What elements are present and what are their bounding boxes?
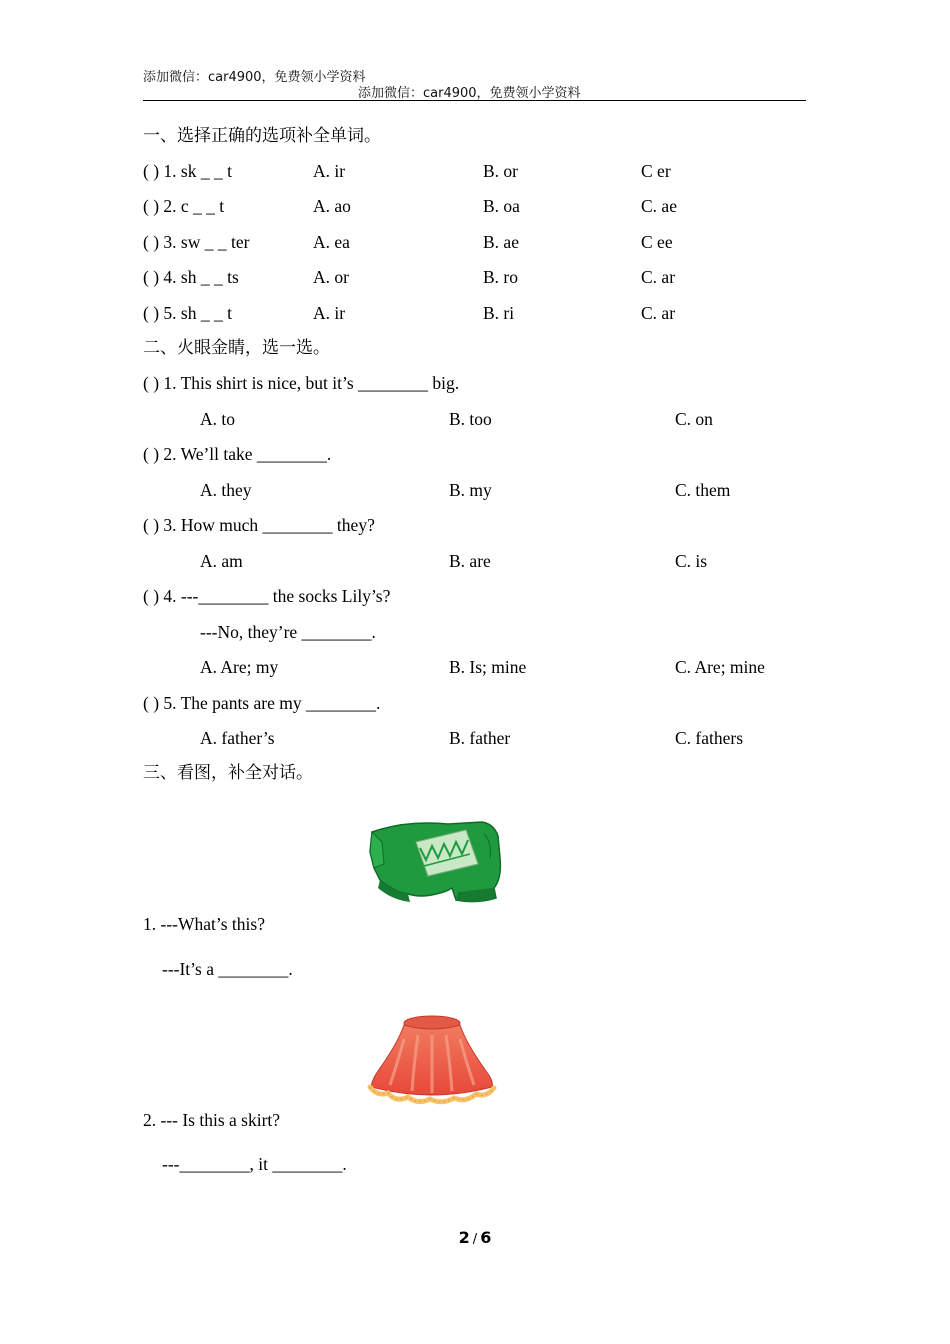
s1-q1-option-b: B. or xyxy=(483,161,518,181)
s1-q2: ( ) 2. c _ _ t xyxy=(143,196,225,216)
s2-q4-option-a: A. Are; my xyxy=(200,657,279,677)
section2-title: 二、火眼金睛，选一选。 xyxy=(143,338,330,358)
s1-q2-option-b: B. oa xyxy=(483,196,520,216)
s1-q3-option-c: C ee xyxy=(641,232,673,252)
s2-q1-option-b: B. too xyxy=(449,409,492,429)
s1-q3-option-a: A. ea xyxy=(313,232,350,252)
header-note-1: 添加微信：car4900，免费领小学资料 xyxy=(143,70,366,85)
s1-q4-option-b: B. ro xyxy=(483,267,518,287)
s2-q4-option-b: B. Is; mine xyxy=(449,657,527,677)
page-current: 2 xyxy=(458,1228,470,1247)
s2-q5-option-b: B. father xyxy=(449,728,511,748)
page-number xyxy=(0,1228,950,1247)
page-separator: / xyxy=(472,1232,478,1247)
s1-q5-option-a: A. ir xyxy=(313,303,346,323)
s1-q4-option-a: A. or xyxy=(313,267,349,287)
s2-q5-option-a: A. father’s xyxy=(200,728,275,748)
skirt-image xyxy=(364,1013,498,1105)
s2-q5-option-c: C. fathers xyxy=(675,728,744,748)
s2-q2-option-b: B. my xyxy=(449,480,492,500)
section1-title: 一、选择正确的选项补全单词。 xyxy=(143,126,381,146)
s1-q1-option-c: C er xyxy=(641,161,671,181)
s2-q1-option-c: C. on xyxy=(675,409,713,429)
s3-q1-line1: 1. ---What’s this? xyxy=(143,914,265,934)
s2-q1: ( ) 1. This shirt is nice, but it’s ________ big. xyxy=(143,373,460,393)
s2-q3-option-b: B. are xyxy=(449,551,491,571)
s2-q4-option-c: C. Are; mine xyxy=(675,657,765,677)
s1-q3: ( ) 3. sw _ _ ter xyxy=(143,232,250,252)
s3-q2-line1: 2. --- Is this a skirt? xyxy=(143,1110,281,1130)
s3-q1-line2: ---It’s a ________. xyxy=(162,959,293,979)
s2-q3-option-c: C. is xyxy=(675,551,708,571)
sweater-image xyxy=(366,818,502,906)
s2-q2-option-c: C. them xyxy=(675,480,731,500)
s1-q2-option-c: C. ae xyxy=(641,196,677,216)
s2-q3: ( ) 3. How much ________ they? xyxy=(143,515,375,535)
s2-q1-option-a: A. to xyxy=(200,409,235,429)
s2-q2: ( ) 2. We’ll take ________. xyxy=(143,444,332,464)
s1-q1: ( ) 1. sk _ _ t xyxy=(143,161,232,181)
page-total: 6 xyxy=(480,1228,492,1247)
s1-q5: ( ) 5. sh _ _ t xyxy=(143,303,232,323)
s2-q2-option-a: A. they xyxy=(200,480,252,500)
s1-q2-option-a: A. ao xyxy=(313,196,351,216)
s1-q1-option-a: A. ir xyxy=(313,161,346,181)
s2-q5: ( ) 5. The pants are my ________. xyxy=(143,693,381,713)
header-note-2: 添加微信：car4900，免费领小学资料 xyxy=(358,86,581,101)
s1-q5-option-c: C. ar xyxy=(641,303,676,323)
s2-q4-line2: ---No, they’re ________. xyxy=(200,622,376,642)
s1-q3-option-b: B. ae xyxy=(483,232,519,252)
s2-q4: ( ) 4. ---________ the socks Lily’s? xyxy=(143,586,391,606)
s1-q5-option-b: B. ri xyxy=(483,303,515,323)
header-rule xyxy=(143,100,806,101)
s3-q2-line2: ---________, it ________. xyxy=(162,1154,347,1174)
s1-q4-option-c: C. ar xyxy=(641,267,676,287)
s1-q4: ( ) 4. sh _ _ ts xyxy=(143,267,239,287)
section3-title: 三、看图，补全对话。 xyxy=(143,763,313,783)
s2-q3-option-a: A. am xyxy=(200,551,243,571)
